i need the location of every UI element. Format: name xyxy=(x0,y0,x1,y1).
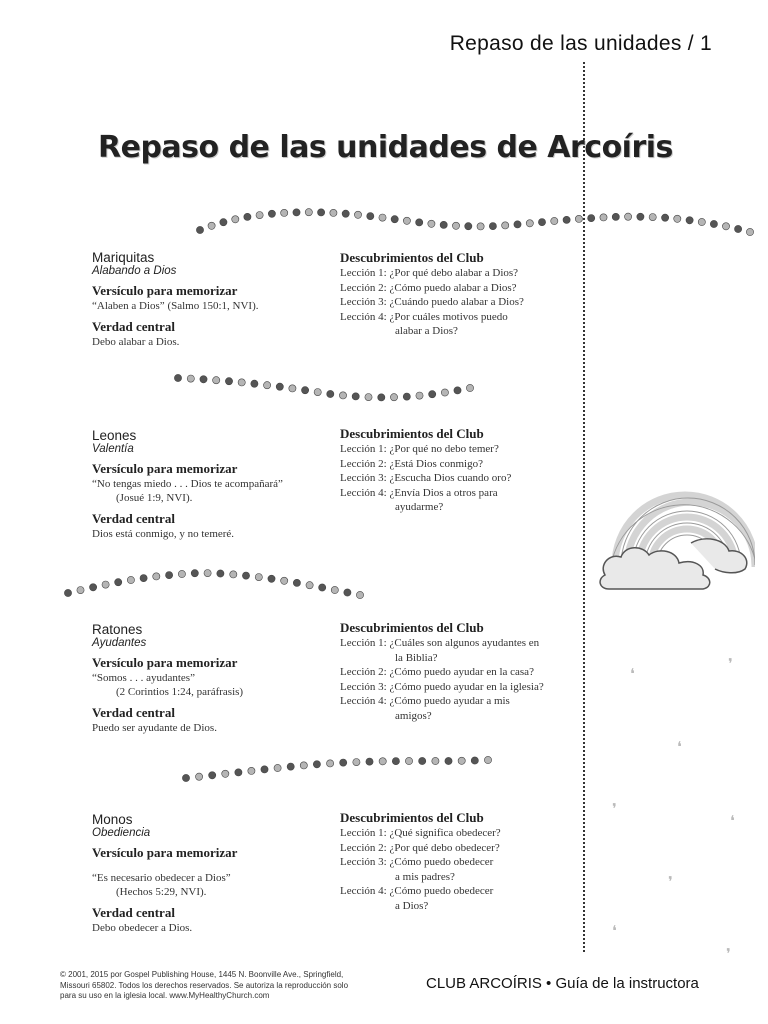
verse-heading: Versículo para memorizar xyxy=(92,845,238,860)
wave-dot xyxy=(242,572,249,579)
unit-summary-ratones xyxy=(92,622,332,735)
lesson-continuation: la Biblia? xyxy=(395,651,438,664)
lesson-list xyxy=(340,636,575,723)
truth-heading: Verdad central xyxy=(92,511,175,526)
drop-icon: ❜ xyxy=(728,657,733,673)
wave-dot xyxy=(174,374,181,381)
truth-text: Puedo ser ayudante de Dios. xyxy=(92,722,217,734)
lesson-item: Lección 3: ¿Cuándo puedo alabar a Dios? xyxy=(340,296,524,308)
dotted-wave-2 xyxy=(170,368,480,408)
verse-line: (Hechos 5:29, NVI). xyxy=(116,886,207,898)
wave-dot xyxy=(403,393,410,400)
wave-dot xyxy=(102,581,109,588)
wave-dot xyxy=(563,216,570,223)
wave-dot xyxy=(204,570,211,577)
wave-dot xyxy=(261,766,268,773)
verse-heading: Versículo para memorizar xyxy=(92,283,238,298)
wave-dot xyxy=(471,757,478,764)
wave-dot xyxy=(392,758,399,765)
club-discoveries xyxy=(340,426,575,515)
wave-dot xyxy=(356,591,363,598)
page-title: Repaso de las unidades de Arcoíris xyxy=(98,130,673,165)
wave-dot xyxy=(209,772,216,779)
wave-dot xyxy=(276,383,283,390)
wave-dot xyxy=(722,223,729,230)
wave-dot xyxy=(208,222,215,229)
wave-dot xyxy=(319,584,326,591)
wave-dot xyxy=(502,222,509,229)
wave-dot xyxy=(339,392,346,399)
wave-dot xyxy=(264,382,271,389)
unit-summary-monos xyxy=(92,812,332,935)
wave-dot xyxy=(366,758,373,765)
wave-dot xyxy=(281,577,288,584)
lesson-item: Lección 2: ¿Cómo puedo alabar a Dios? xyxy=(340,281,517,294)
wave-dot xyxy=(256,212,263,219)
wave-dot xyxy=(248,767,255,774)
wave-dot xyxy=(378,394,385,401)
wave-dot xyxy=(391,216,398,223)
wave-dot xyxy=(230,571,237,578)
wave-dot xyxy=(354,211,361,218)
club-discoveries xyxy=(340,620,575,723)
wave-dot xyxy=(287,763,294,770)
verse-line: “Alaben a Dios” (Salmo 150:1, NVI). xyxy=(92,300,259,312)
dotted-wave-1 xyxy=(190,200,760,242)
wave-dot xyxy=(698,218,705,225)
club-heading: Descubrimientos del Club xyxy=(340,250,484,265)
unit-summary-leones xyxy=(92,428,332,541)
wave-dot xyxy=(416,219,423,226)
lesson-list xyxy=(340,442,575,515)
footer-branding xyxy=(426,975,699,992)
lesson-item: Lección 4: ¿Cómo puedo ayudar a mis amigos? xyxy=(340,694,575,723)
lesson-item: Lección 2: ¿Cómo puedo ayudar en la casa? xyxy=(340,666,534,678)
verse-heading: Versículo para memorizar xyxy=(92,461,238,476)
unit-name: Ratones xyxy=(92,622,143,637)
lesson-list xyxy=(340,826,575,913)
lesson-item: Lección 1: ¿Por qué debo alabar a Dios? xyxy=(340,267,519,279)
wave-dot xyxy=(300,762,307,769)
wave-dot xyxy=(217,570,224,577)
club-discoveries xyxy=(340,810,575,913)
verse-line: “Somos . . . ayudantes” xyxy=(92,672,195,684)
lesson-item: Lección 3: ¿Cómo puedo obedecer a mis padres? xyxy=(340,855,575,884)
wave-dot xyxy=(514,221,521,228)
club-heading: Descubrimientos del Club xyxy=(340,426,484,441)
drop-icon: ❜ xyxy=(726,947,731,963)
wave-dot xyxy=(465,223,472,230)
truth-text: Dios está conmigo, y no temeré. xyxy=(92,528,235,540)
wave-dot xyxy=(352,393,359,400)
wave-dot xyxy=(662,214,669,221)
verse-text xyxy=(92,477,332,505)
wave-dot xyxy=(367,213,374,220)
rainbow-cloud-illustration xyxy=(595,455,755,590)
lesson-item: Lección 4: ¿Envía Dios a otros para ayudarme? xyxy=(340,486,575,515)
drop-icon: ❜ xyxy=(668,875,673,891)
wave-dots xyxy=(174,374,473,401)
wave-dot xyxy=(191,570,198,577)
wave-dot xyxy=(344,589,351,596)
verse-text xyxy=(92,299,332,313)
wave-dot xyxy=(182,774,189,781)
drop-icon: ❜ xyxy=(612,802,617,818)
wave-dot xyxy=(429,391,436,398)
wave-dot xyxy=(268,210,275,217)
wave-dot xyxy=(342,210,349,217)
wave-dot xyxy=(466,384,473,391)
wave-dot xyxy=(268,575,275,582)
wave-dot xyxy=(340,759,347,766)
wave-dot xyxy=(213,377,220,384)
wave-dot xyxy=(710,220,717,227)
wave-dot xyxy=(454,387,461,394)
wave-dot xyxy=(187,375,194,382)
verse-line: “Es necesario obedecer a Dios” xyxy=(92,872,231,884)
wave-dot xyxy=(235,769,242,776)
unit-theme: Ayudantes xyxy=(92,637,147,649)
wave-dot xyxy=(196,773,203,780)
lesson-item: Lección 1: ¿Qué significa obedecer? xyxy=(340,827,501,839)
unit-name: Monos xyxy=(92,812,133,827)
lesson-item: Lección 1: ¿Cuáles son algunos ayudantes en la Biblia? xyxy=(340,636,575,665)
verse-heading: Versículo para memorizar xyxy=(92,655,238,670)
wave-dot xyxy=(77,587,84,594)
wave-dot xyxy=(327,390,334,397)
club-heading: Descubrimientos del Club xyxy=(340,810,484,825)
unit-name: Leones xyxy=(92,428,137,443)
wave-dot xyxy=(390,394,397,401)
truth-heading: Verdad central xyxy=(92,319,175,334)
wave-dots xyxy=(196,209,753,236)
lesson-list xyxy=(340,266,575,339)
copyright-notice: © 2001, 2015 por Gospel Publishing House, 1445 N. Boonville Ave., Springfield, Missouri 65802. Todos los derechos reservados. Se autoriza la reproducción solo para su uso en la iglesia local. www.MyHealthyChurch.com xyxy=(60,970,349,1000)
wave-dot xyxy=(379,214,386,221)
wave-dot xyxy=(232,216,239,223)
truth-text: Debo alabar a Dios. xyxy=(92,336,180,348)
wave-dot xyxy=(440,221,447,228)
club-name: CLUB ARCOÍRIS xyxy=(426,975,542,992)
lesson-continuation: a Dios? xyxy=(395,899,429,912)
wave-dot xyxy=(140,575,147,582)
wave-dot xyxy=(649,214,656,221)
wave-dot xyxy=(331,586,338,593)
dotted-wave-4 xyxy=(178,750,498,790)
wave-dot xyxy=(196,226,203,233)
wave-dot xyxy=(452,222,459,229)
wave-dot xyxy=(313,761,320,768)
wave-dot xyxy=(274,764,281,771)
wave-dot xyxy=(330,209,337,216)
wave-dot xyxy=(551,217,558,224)
wave-dot xyxy=(115,579,122,586)
lesson-continuation: alabar a Dios? xyxy=(395,325,458,337)
wave-dot xyxy=(293,579,300,586)
unit-summary-mariquitas xyxy=(92,250,332,349)
wave-dot xyxy=(238,379,245,386)
wave-dot xyxy=(600,214,607,221)
wave-dot xyxy=(305,209,312,216)
page-header-title: Repaso de las unidades / 1 xyxy=(449,32,712,55)
wave-dot xyxy=(379,758,386,765)
wave-dot xyxy=(318,209,325,216)
wave-dot xyxy=(222,770,229,777)
wave-dot xyxy=(625,213,632,220)
wave-dot xyxy=(255,574,262,581)
wave-dot xyxy=(637,213,644,220)
unit-theme: Valentía xyxy=(92,443,134,455)
wave-dot xyxy=(251,380,258,387)
dotted-wave-3 xyxy=(60,565,370,605)
wave-dots xyxy=(64,570,363,599)
wave-dot xyxy=(445,757,452,764)
lesson-continuation: amigos? xyxy=(395,709,432,722)
drop-icon: ❛ xyxy=(730,814,735,830)
verse-text xyxy=(92,871,332,899)
wave-dot xyxy=(432,757,439,764)
unit-name: Mariquitas xyxy=(92,250,155,265)
drop-icon: ❛ xyxy=(630,667,635,683)
wave-dot xyxy=(178,570,185,577)
wave-dot xyxy=(538,219,545,226)
wave-dot xyxy=(735,225,742,232)
unit-theme: Obediencia xyxy=(92,827,151,839)
verse-text xyxy=(92,671,332,699)
lesson-item: Lección 3: ¿Cómo puedo ayudar en la iglesia? xyxy=(340,680,544,693)
wave-dot xyxy=(153,573,160,580)
wave-dot xyxy=(327,760,334,767)
wave-dot xyxy=(612,213,619,220)
lesson-item: Lección 3: ¿Escucha Dios cuando oro? xyxy=(340,472,512,484)
verse-line: (Josué 1:9, NVI). xyxy=(116,492,193,504)
wave-dot xyxy=(293,209,300,216)
wave-dots xyxy=(182,756,491,781)
wave-dot xyxy=(302,387,309,394)
verse-line: (2 Corintios 1:24, paráfrasis) xyxy=(116,686,244,698)
wave-dot xyxy=(127,576,134,583)
wave-dot xyxy=(220,219,227,226)
truth-heading: Verdad central xyxy=(92,705,175,720)
wave-dot xyxy=(428,220,435,227)
wave-dot xyxy=(575,215,582,222)
wave-dot xyxy=(166,572,173,579)
club-heading: Descubrimientos del Club xyxy=(340,620,484,635)
wave-dot xyxy=(484,756,491,763)
truth-text: Debo obedecer a Dios. xyxy=(92,922,193,934)
wave-dot xyxy=(281,209,288,216)
wave-dot xyxy=(289,385,296,392)
lesson-continuation: ayudarme? xyxy=(395,501,444,513)
wave-dot xyxy=(244,213,251,220)
wave-dot xyxy=(90,584,97,591)
wave-dot xyxy=(405,757,412,764)
club-discoveries xyxy=(340,250,575,339)
wave-dot xyxy=(306,582,313,589)
wave-dot xyxy=(365,394,372,401)
unit-theme: Alabando a Dios xyxy=(92,265,177,277)
drop-icon: ❛ xyxy=(677,740,682,756)
wave-dot xyxy=(353,759,360,766)
lesson-item: Lección 4: ¿Cómo puedo obedecer a Dios? xyxy=(340,884,575,913)
lesson-continuation: a mis padres? xyxy=(395,870,455,883)
lesson-item: Lección 2: ¿Está Dios conmigo? xyxy=(340,457,483,470)
wave-dot xyxy=(588,215,595,222)
bullet: • xyxy=(546,975,552,992)
wave-dot xyxy=(458,757,465,764)
verse-line: “No tengas miedo . . . Dios te acompañará” xyxy=(92,478,283,490)
wave-dot xyxy=(746,228,753,235)
wave-dot xyxy=(489,223,496,230)
wave-dot xyxy=(314,389,321,396)
truth-heading: Verdad central xyxy=(92,905,175,920)
wave-dot xyxy=(416,392,423,399)
wave-dot xyxy=(477,223,484,230)
wave-dot xyxy=(200,376,207,383)
wave-dot xyxy=(225,378,232,385)
wave-dot xyxy=(674,215,681,222)
wave-dot xyxy=(526,220,533,227)
guide-name: Guía de la instructora xyxy=(555,975,699,992)
drop-icon: ❛ xyxy=(612,924,617,940)
wave-dot xyxy=(686,217,693,224)
lesson-item: Lección 1: ¿Por qué no debo temer? xyxy=(340,443,499,455)
wave-dot xyxy=(441,389,448,396)
lesson-item: Lección 4: ¿Por cuáles motivos puedo alabar a Dios? xyxy=(340,310,575,339)
wave-dot xyxy=(64,589,71,596)
wave-dot xyxy=(419,757,426,764)
wave-dot xyxy=(403,217,410,224)
dotted-divider xyxy=(583,62,585,952)
lesson-item: Lección 2: ¿Por qué debo obedecer? xyxy=(340,841,500,854)
